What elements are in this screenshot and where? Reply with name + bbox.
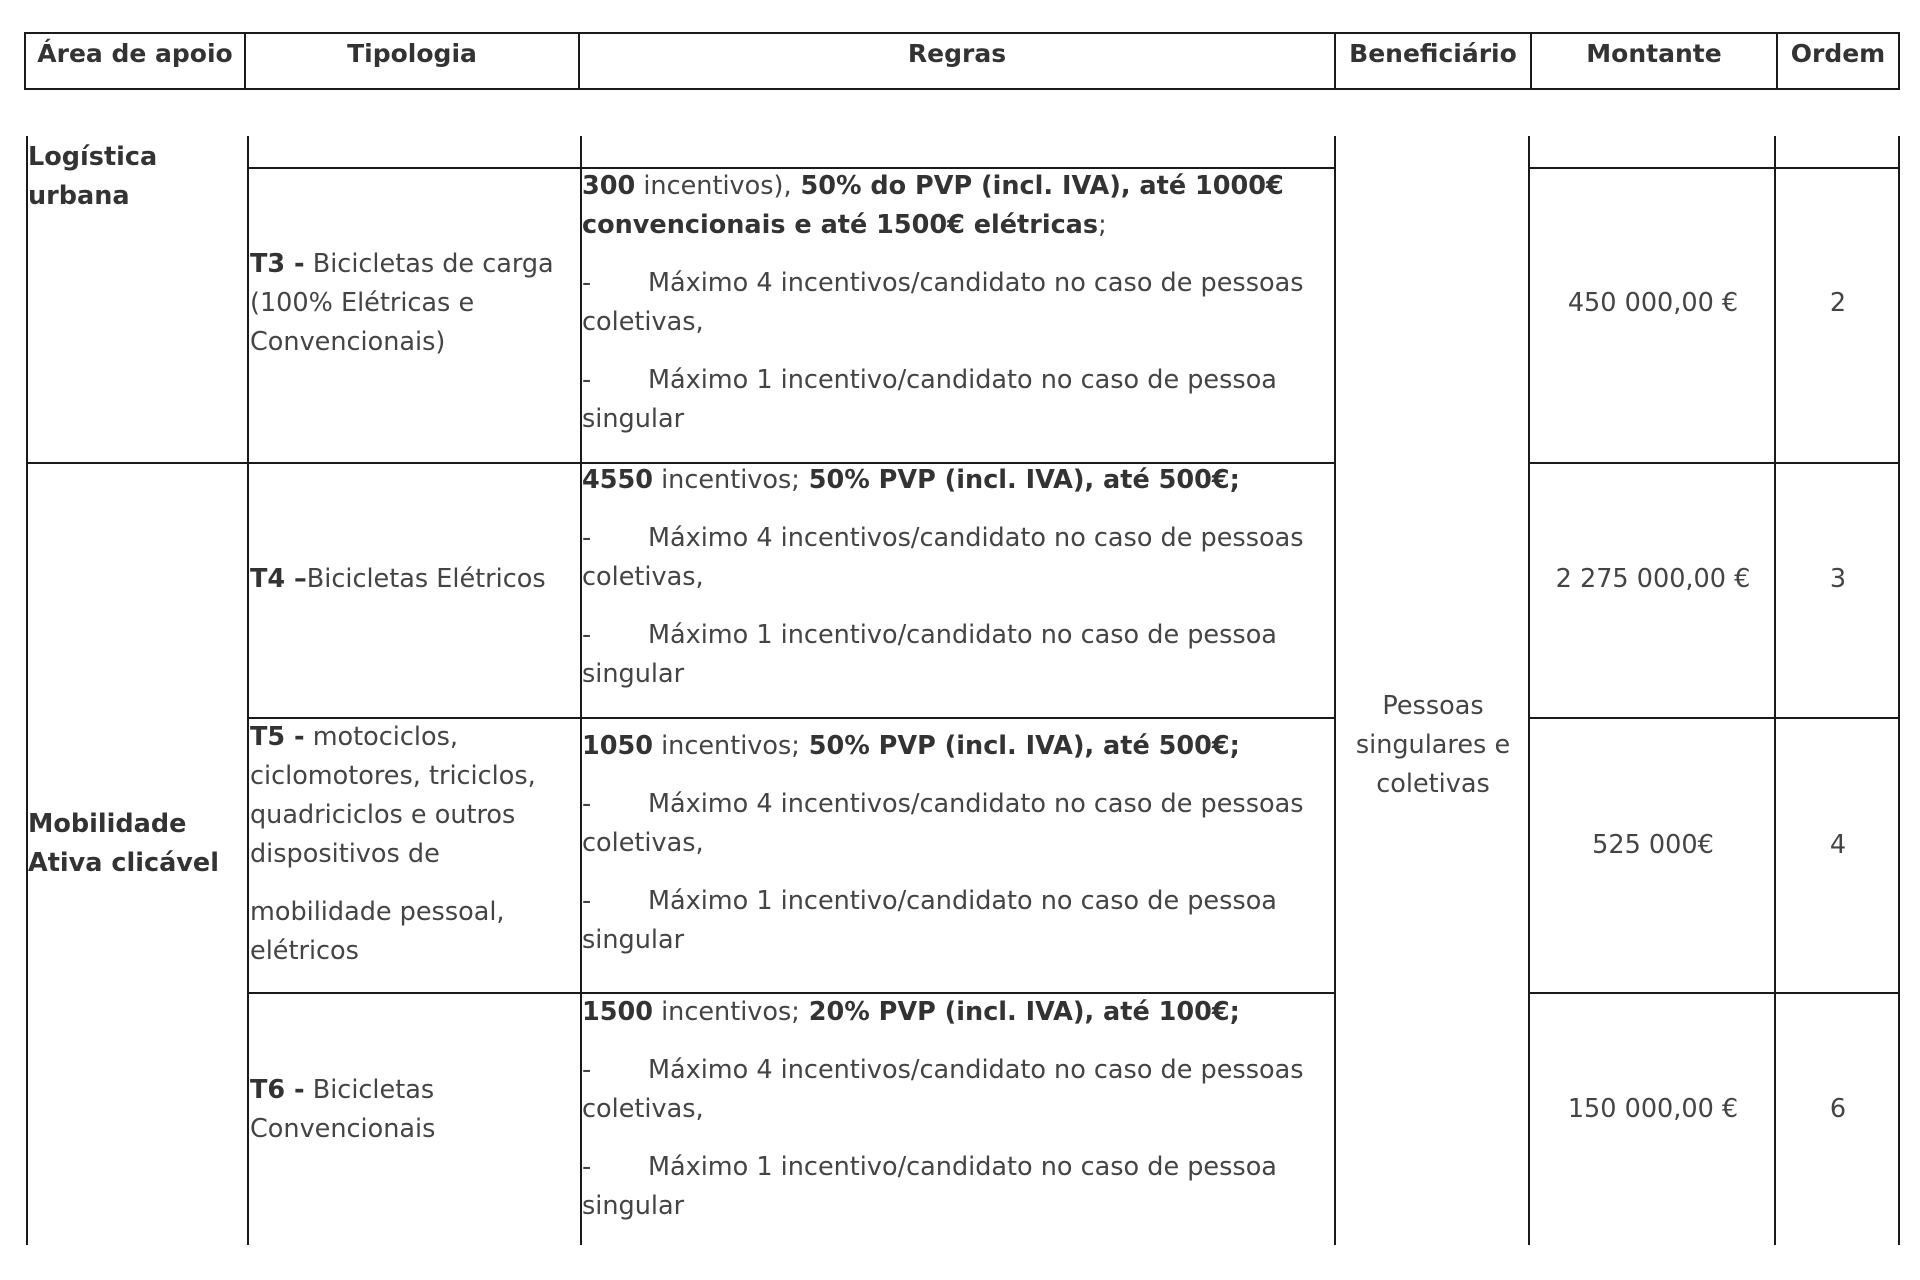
rule-singular: Máximo 1 incentivo/candidato no caso de pessoa singular <box>582 365 1277 434</box>
dash-mark: - <box>582 1152 592 1182</box>
regras-bold: 20% PVP (incl. IVA), até 100€; <box>799 997 1240 1027</box>
regras-cell-t5 <box>582 727 1334 960</box>
tipologia-code: T3 - <box>250 249 305 279</box>
tipologia-cell-t4 <box>250 560 580 599</box>
tipologia-code: T4 – <box>250 564 307 594</box>
dash-mark: - <box>582 620 592 650</box>
header-beneficiario: Beneficiário <box>1336 34 1532 88</box>
regras-cell-t4 <box>582 461 1334 694</box>
regras-text: incentivos; <box>652 731 800 761</box>
regras-cell-t6 <box>582 993 1334 1226</box>
dash-mark: - <box>582 523 592 553</box>
regras-text: incentivos), <box>635 171 792 201</box>
grid-line <box>1334 136 1336 1245</box>
tipologia-cell-t3 <box>250 245 580 362</box>
tipologia-text: motociclos, ciclomotores, triciclos, quadriciclos e outros dispositivos de <box>250 722 536 869</box>
header-area: Área de apoio <box>24 34 246 88</box>
tipologia-text: Bicicletas de carga (100% Elétricas e Convencionais) <box>250 249 554 357</box>
header-ordem: Ordem <box>1778 34 1900 88</box>
dash-mark: - <box>582 268 592 298</box>
rule-singular: Máximo 1 incentivo/candidato no caso de pessoa singular <box>582 620 1277 689</box>
regras-bold: 50% PVP (incl. IVA), até 500€; <box>799 465 1240 495</box>
header-montante: Montante <box>1532 34 1778 88</box>
montante-cell-t6: 150 000,00 € <box>1567 1094 1739 1124</box>
table-header <box>24 32 1900 90</box>
rule-singular: Máximo 1 incentivo/candidato no caso de pessoa singular <box>582 1152 1277 1221</box>
grid-line <box>1529 992 1900 994</box>
tipologia-cell-t6 <box>250 1071 580 1149</box>
tipologia-text: Bicicletas Elétricos <box>306 564 546 594</box>
rule-coletivas: Máximo 4 incentivos/candidato no caso de pessoas coletivas, <box>582 268 1304 337</box>
dash-mark: - <box>582 365 592 395</box>
regras-bold: 50% PVP (incl. IVA), até 500€; <box>799 731 1240 761</box>
regras-count: 1500 <box>582 997 653 1027</box>
ordem-cell-t5: 4 <box>1829 830 1847 860</box>
rule-coletivas: Máximo 4 incentivos/candidato no caso de pessoas coletivas, <box>582 523 1304 592</box>
area-mobilidade-ativa: Mobilidade Ativa clicável <box>28 809 219 878</box>
grid-line <box>1529 167 1900 169</box>
dash-mark: - <box>582 789 592 819</box>
grid-line <box>1529 462 1900 464</box>
grid-line <box>26 136 28 1245</box>
grid-line <box>247 136 249 1245</box>
header-tipologia: Tipologia <box>246 34 580 88</box>
rule-singular: Máximo 1 incentivo/candidato no caso de pessoa singular <box>582 886 1277 955</box>
montante-cell-t4: 2 275 000,00 € <box>1555 564 1751 594</box>
tipologia-text: Bicicletas Convencionais <box>250 1075 436 1144</box>
ordem-cell-t3: 2 <box>1829 288 1847 318</box>
regras-bold: 50% do PVP (incl. IVA), até 1000€ convencionais e até 1500€ elétricas <box>582 171 1284 240</box>
regras-count: 1050 <box>582 731 653 761</box>
rule-coletivas: Máximo 4 incentivos/candidato no caso de pessoas coletivas, <box>582 1055 1304 1124</box>
regras-text: incentivos; <box>652 465 800 495</box>
tipologia-text-continued: mobilidade pessoal, elétricos <box>250 897 505 966</box>
tipologia-cell-t5 <box>250 718 580 971</box>
montante-cell-t3: 450 000,00 € <box>1567 288 1739 318</box>
area-logistica-urbana: Logística urbana <box>28 142 158 211</box>
montante-cell-t5: 525 000€ <box>1592 830 1714 860</box>
regras-count: 300 <box>582 171 636 201</box>
dash-mark: - <box>582 886 592 916</box>
regras-end: ; <box>1098 210 1107 240</box>
tipologia-code: T6 - <box>250 1075 305 1105</box>
ordem-cell-t6: 6 <box>1829 1094 1847 1124</box>
regras-text: incentivos; <box>652 997 800 1027</box>
tipologia-code: T5 - <box>250 722 305 752</box>
regras-cell-t3 <box>582 167 1334 439</box>
ordem-cell-t4: 3 <box>1829 564 1847 594</box>
beneficiario-cell: Pessoas singulares e coletivas <box>1355 691 1511 799</box>
dash-mark: - <box>582 1055 592 1085</box>
grid-line <box>1529 717 1900 719</box>
rule-coletivas: Máximo 4 incentivos/candidato no caso de pessoas coletivas, <box>582 789 1304 858</box>
header-regras: Regras <box>580 34 1336 88</box>
regras-count: 4550 <box>582 465 653 495</box>
